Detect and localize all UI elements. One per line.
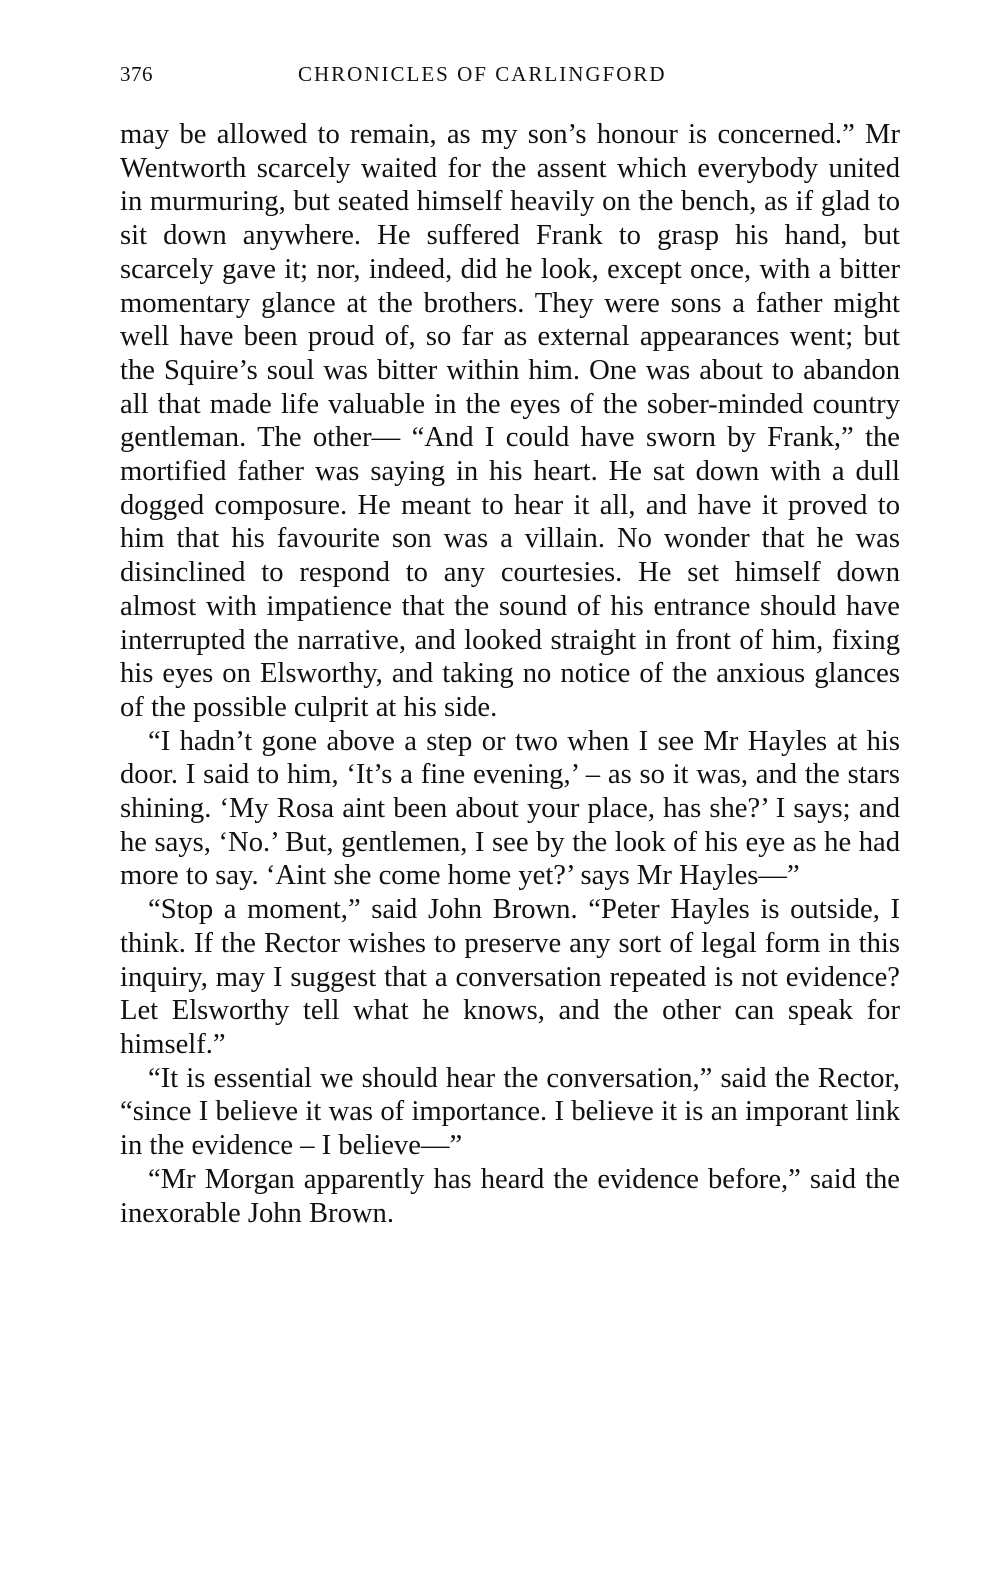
paragraph-4: “It is essential we should hear the conversation,” said the Rector, “since I believe it was of importance. I believe it is an imporant link in the evidence – I believe—” bbox=[120, 1062, 900, 1162]
body-text bbox=[120, 118, 900, 1230]
page-number: 376 bbox=[120, 62, 153, 86]
running-head bbox=[120, 62, 900, 92]
paragraph-3: “Stop a moment,” said John Brown. “Peter Hayles is outside, I think. If the Rector wishes to preserve any sort of legal form in this inquiry, may I suggest that a conversation repeated is not evidence? Let Elsworthy tell what he knows, and the other can speak for himself.” bbox=[120, 894, 900, 1060]
paragraph-1: may be allowed to remain, as my son’s honour is concerned.” Mr Wentworth scarcely waited for the assent which everybody united in murmuring, but seated himself heavily on the bench, as if glad to sit down anywhere. He suffered Frank to grasp his hand, but scarcely gave it; nor, indeed, did he look, except once, with a bitter momentary glance at the brothers. They were sons a father might well have been proud of, so far as external appearances went; but the Squire’s soul was bitter within him. One was about to abandon all that made life valuable in the eyes of the sober-minded country gentleman. The other— “And I could have sworn by Frank,” the mortified father was saying in his heart. He sat down with a dull dogged composure. He meant to hear it all, and have it proved to him that his favourite son was a villain. No wonder that he was disinclined to respond to any courtesies. He set himself down almost with impatience that the sound of his entrance should have interrupted the narrative, and looked straight in front of him, fixing his eyes on Elsworthy, and taking no notice of the anxious glances of the possible culprit at his side. bbox=[120, 119, 900, 723]
paragraph-5: “Mr Morgan apparently has heard the evidence before,” said the inexorable John Brown. bbox=[120, 1163, 900, 1229]
paragraph-2: “I hadn’t gone above a step or two when I see Mr Hayles at his door. I said to him, ‘It’s a fine evening,’ – as so it was, and the stars shining. ‘My Rosa aint been about your place, has she?’ I says; and he says, ‘No.’ But, gentlemen, I see by the look of his eye as he had more to say. ‘Aint she come home yet?’ says Mr Hayles—” bbox=[120, 725, 900, 892]
running-title: CHRONICLES OF CARLINGFORD bbox=[298, 62, 667, 86]
